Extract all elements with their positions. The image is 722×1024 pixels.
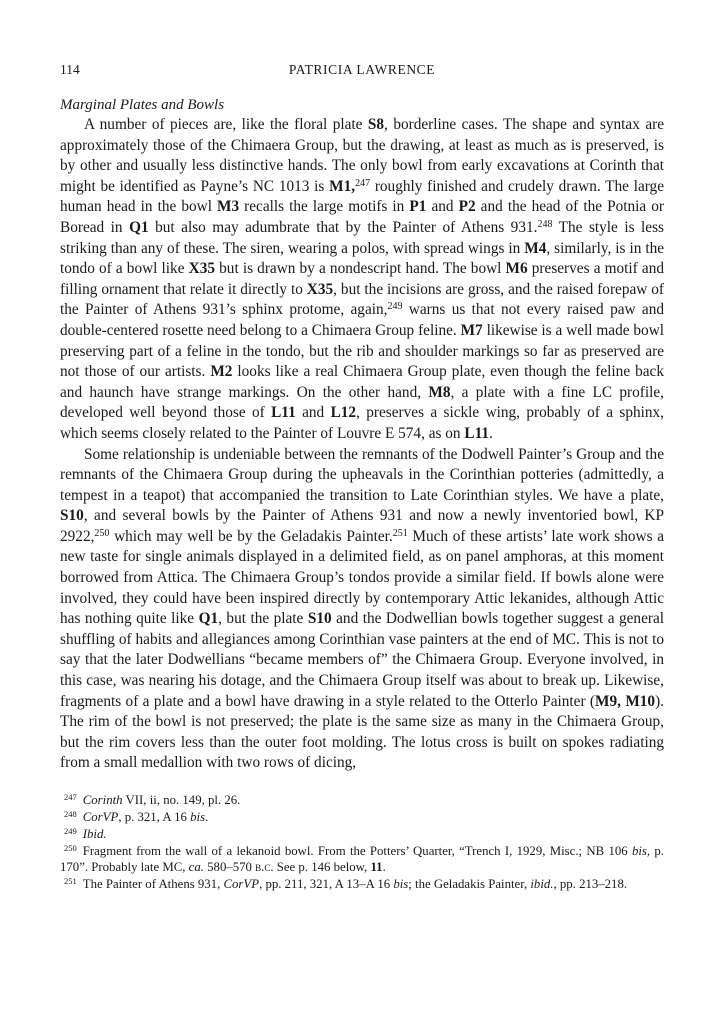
text-run: recalls the large motifs in xyxy=(239,198,410,216)
text-run: , but the incisions are gross, and the raised forepaw of the Painter of Athens 931’s sphinx protome, again, xyxy=(60,280,664,319)
footnote-number: 249 xyxy=(64,826,77,836)
paragraph xyxy=(60,445,664,775)
footnote-ref: 249 xyxy=(387,301,403,313)
text-run: looks like a real Chimaera Group plate, even though the feline back and haunch have strange markings. On the other hand, xyxy=(60,363,664,401)
footnote-number: 251 xyxy=(64,876,77,886)
italic-text: bis xyxy=(393,877,409,891)
italic-text: ibid. xyxy=(530,877,554,891)
italic-text: CorVP xyxy=(223,877,260,891)
footnote xyxy=(60,876,664,892)
catalogue-ref: M3 xyxy=(217,198,240,216)
text-run: The style is less striking than any of these. The siren, wearing a polos, with spread wings in xyxy=(60,218,664,257)
text-run: and the head of the Potnia or Boread in xyxy=(60,198,664,236)
italic-text: bis xyxy=(631,844,647,858)
running-head xyxy=(60,62,664,84)
text-run: and xyxy=(426,198,459,216)
catalogue-ref: S10 xyxy=(60,507,84,525)
text-run: Fragment from the wall of a lekanoid bowl. From the Potters’ Quarter, “Trench I, 1929, Misc.; NB 106 xyxy=(82,844,632,858)
text-run: roughly finished and crudely drawn. The large human head in the bowl xyxy=(60,177,664,216)
text-run: . xyxy=(205,810,209,824)
text-run: , p. 321, A 16 xyxy=(118,810,191,824)
text-run: . xyxy=(382,860,386,874)
paragraph xyxy=(60,115,664,445)
catalogue-ref: M2 xyxy=(210,363,233,381)
footnote-text xyxy=(60,844,664,874)
footnote-text xyxy=(83,810,209,824)
text-run: ; the Geladakis Painter, xyxy=(408,877,531,891)
catalogue-ref: P2 xyxy=(458,198,476,216)
catalogue-ref: M6 xyxy=(505,260,528,278)
text-run: , but the plate xyxy=(218,610,308,628)
text-run: . xyxy=(489,424,493,442)
footnote-number: 250 xyxy=(64,843,77,853)
running-title: PATRICIA LAWRENCE xyxy=(288,62,436,77)
text-run: Much of these artists’ late work shows a new taste for single animals displayed in a delimited field, as on panel amphoras, at this moment borrowed from Attica. The Chimaera Group’s tondos provide a similar field. If bowls alone were involved, they could have been inspired directly by contemporary Attic lekanides, although Attic has nothing quite like xyxy=(60,527,664,628)
text-run: , pp. 211, 321, A 13–A 16 xyxy=(259,877,394,891)
text-run: VII, ii, no. 149, pl. 26. xyxy=(122,793,241,807)
text-run: , and several bowls by the Painter of Athens 931 and now a newly inventoried bowl, KP 2922, xyxy=(60,507,664,545)
catalogue-ref: P1 xyxy=(409,198,427,216)
footnote-ref: 251 xyxy=(392,527,408,539)
text-run: , similarly, is in the tondo of a bowl like xyxy=(60,239,665,278)
footnote xyxy=(60,809,664,825)
text-run: Some relationship is undeniable between the remnants of the Dodwell Painter’s Group and the remnants of the Chimaera Group during the upheavals in the Corinthian potteries (admittedly, a tempest in a teapot) that accompanied the transition to Late Corinthian styles. We have a plate, xyxy=(60,445,664,504)
text-run: , pp. 213–218. xyxy=(553,877,628,891)
text-run: warns us that not every raised paw and double-centered rosette need belong to a Chimaera Group feline. xyxy=(60,301,664,339)
catalogue-ref: M9, M10 xyxy=(595,692,656,710)
italic-text: Ibid. xyxy=(82,827,107,841)
catalogue-ref: L11 xyxy=(271,404,296,422)
italic-text: CorVP xyxy=(82,810,119,824)
footnote xyxy=(60,792,664,808)
text-run: , a plate with a fine LC profile, developed well beyond those of xyxy=(60,383,664,422)
footnote-number: 247 xyxy=(64,792,77,802)
text-run: 580–570 xyxy=(203,860,256,874)
catalogue-ref: L11 xyxy=(464,424,490,442)
text-run: preserves a motif and filling ornament that relate it directly to xyxy=(60,260,664,298)
catalogue-ref: S10 xyxy=(307,610,332,628)
text-run: but also may adumbrate that by the Painter of Athens 931. xyxy=(148,218,538,236)
footnote-text xyxy=(83,827,107,841)
catalogue-ref: Q1 xyxy=(198,610,219,628)
book-page xyxy=(60,62,664,893)
page-number: 114 xyxy=(60,62,80,77)
catalogue-ref: M8 xyxy=(428,383,451,401)
footnote xyxy=(60,826,664,842)
text-run: and the Dodwellian bowls together suggest a general shuffling of habits and allegiances among Corinthian vase painters at the end of MC. This is not to say that the later Dodwellians “became members of” the Chimaera Group. Everyone involved, in this case, was nearing his dotage, and the Chimaera Group itself was about to break up. Likewise, fragments of a plate and a bowl have drawing in a style related to the Otterlo Painter ( xyxy=(60,610,664,710)
text-run: ). The rim of the bowl is not preserved; the plate is the same size as many in the Chimaera Group, but the rim covers less than the outer foot molding. The lotus cross is built on spokes radiating from a small medallion with two rows of dicing, xyxy=(60,692,664,772)
italic-text: Corinth xyxy=(82,793,123,807)
footnotes xyxy=(60,792,664,892)
catalogue-ref: M1 xyxy=(329,177,352,195)
footnote-text xyxy=(83,793,241,807)
body-text xyxy=(60,115,664,774)
text-run: The Painter of Athens 931, xyxy=(82,877,224,891)
catalogue-ref: M4 xyxy=(524,239,547,257)
catalogue-ref: X35 xyxy=(188,260,215,278)
catalogue-ref: S8 xyxy=(367,116,385,133)
italic-text: ca. xyxy=(188,860,204,874)
footnote-number: 248 xyxy=(64,809,77,819)
footnote xyxy=(60,843,664,875)
footnote-text xyxy=(83,877,627,891)
small-caps-text: b.c. xyxy=(255,860,274,874)
text-run: , preserves a sickle wing, probably of a sphinx, which seems closely related to the Painter of Louvre E 574, as on xyxy=(60,404,664,442)
catalogue-ref: X35 xyxy=(306,280,334,298)
text-run: See p. 146 below, xyxy=(273,860,371,874)
text-run: but is drawn by a nondescript hand. The bowl xyxy=(215,260,506,278)
text-run: , borderline cases. The shape and syntax are approximately those of the Chimaera Group, but the drawing, at least as much as is preserved, is by other and usually less distinctive hands. The only bowl from early excavations at Corinth that might be identified as Payne’s NC 1013 is xyxy=(60,116,664,195)
footnote-ref: 247 xyxy=(355,177,371,189)
text-run: A number of pieces are, like the floral plate xyxy=(84,116,368,133)
text-run: which may well be by the Geladakis Painter. xyxy=(109,527,393,545)
text-run: and xyxy=(295,404,331,422)
section-heading: Marginal Plates and Bowls xyxy=(60,97,225,113)
catalogue-ref: L12 xyxy=(330,404,357,422)
footnote-ref: 248 xyxy=(537,218,553,230)
text-run: likewise is a well made bowl preserving part of a feline in the tondo, but the rib and shoulder markings so far as preserved are not those of our artists. xyxy=(60,321,664,381)
italic-text: bis xyxy=(190,810,206,824)
catalogue-ref: 11 xyxy=(370,860,383,874)
catalogue-ref: Q1 xyxy=(129,218,149,236)
catalogue-ref: M7 xyxy=(460,321,483,339)
footnote-ref: 250 xyxy=(94,527,110,539)
text-run: , p. 170”. Probably late MC, xyxy=(60,844,664,874)
catalogue-ref: , xyxy=(351,177,356,195)
